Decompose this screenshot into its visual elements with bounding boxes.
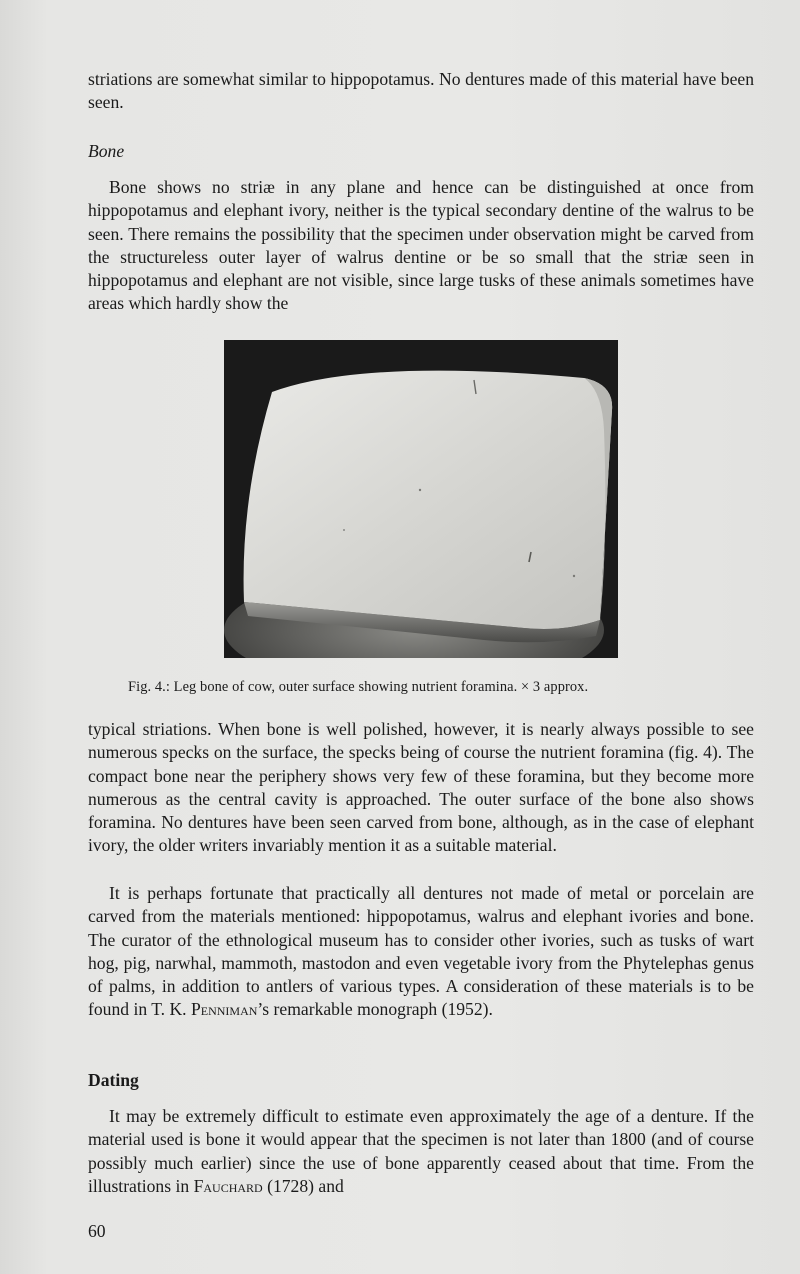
dating-paragraph [88,1105,754,1198]
dating-text-part2: (1728) and [267,1175,344,1196]
author-fauchard: Fauchard [193,1175,263,1196]
dating-heading: Dating [88,1070,139,1090]
dating-paragraph-text [88,1105,754,1198]
author-penniman: Penniman [190,999,258,1020]
fortunate-text-part1: It is perhaps fortunate that practically all dentures not made of metal or porcelain are carved from the materials mentioned: hippopotamus, walrus and elephant ivories and bone. The curator of the ethnological museum has to consider other ivories, such as tusks of wart hog, pig, narwhal, mammoth, mastodon and even vegetable ivory from the Phytelephas genus of palms, in addition to antlers of various types. A consideration of these materials is to be found in T. K. [88,883,754,1020]
bone-paragraph [88,176,754,316]
top-paragraph-text: striations are somewhat similar to hippopotamus. No dentures made of this material have been seen. [88,69,754,113]
top-paragraph [88,68,754,115]
bone-heading: Bone [88,141,125,161]
fortunate-text-part2: ’s remarkable monograph (1952). [257,999,493,1020]
page-number: 60 [88,1221,106,1241]
figure-caption: Fig. 4.: Leg bone of cow, outer surface showing nutrient foramina. × 3 approx. [128,679,589,695]
fortunate-paragraph-text [88,882,754,1022]
fortunate-paragraph [88,882,754,1022]
figure-leg-bone-photo [224,340,618,658]
dating-text-part1: It may be extremely difficult to estimate even approximately the age of a denture. If the material used is bone it would appear that the specimen is not later than 1800 (and of course possibly much earlier) since the use of bone apparently ceased about that time. From the illustrations in [88,1106,754,1196]
leg-bone-photo-illustration [224,340,618,658]
bone-paragraph-text: Bone shows no striæ in any plane and hence can be distinguished at once from hippopotamus and elephant ivory, neither is the typical secondary dentine of the walrus to be seen. There remains the possibility that the specimen under observation might be carved from the structureless outer layer of walrus dentine or be so small that the striæ seen in hippopotamus and elephant are not visible, since large tusks of these animals sometimes have areas which hardly show the [88,177,754,314]
continuation-paragraph [88,718,754,858]
continuation-paragraph-text: typical striations. When bone is well polished, however, it is nearly always possible to see numerous specks on the surface, the specks being of course the nutrient foramina (fig. 4). The compact bone near the periphery shows very few of these foramina, but they become more numerous as the central cavity is approached. The outer surface of the bone also shows foramina. No dentures have been seen carved from bone, although, as in the case of elephant ivory, the older writers invariably mention it as a suitable material. [88,719,754,856]
